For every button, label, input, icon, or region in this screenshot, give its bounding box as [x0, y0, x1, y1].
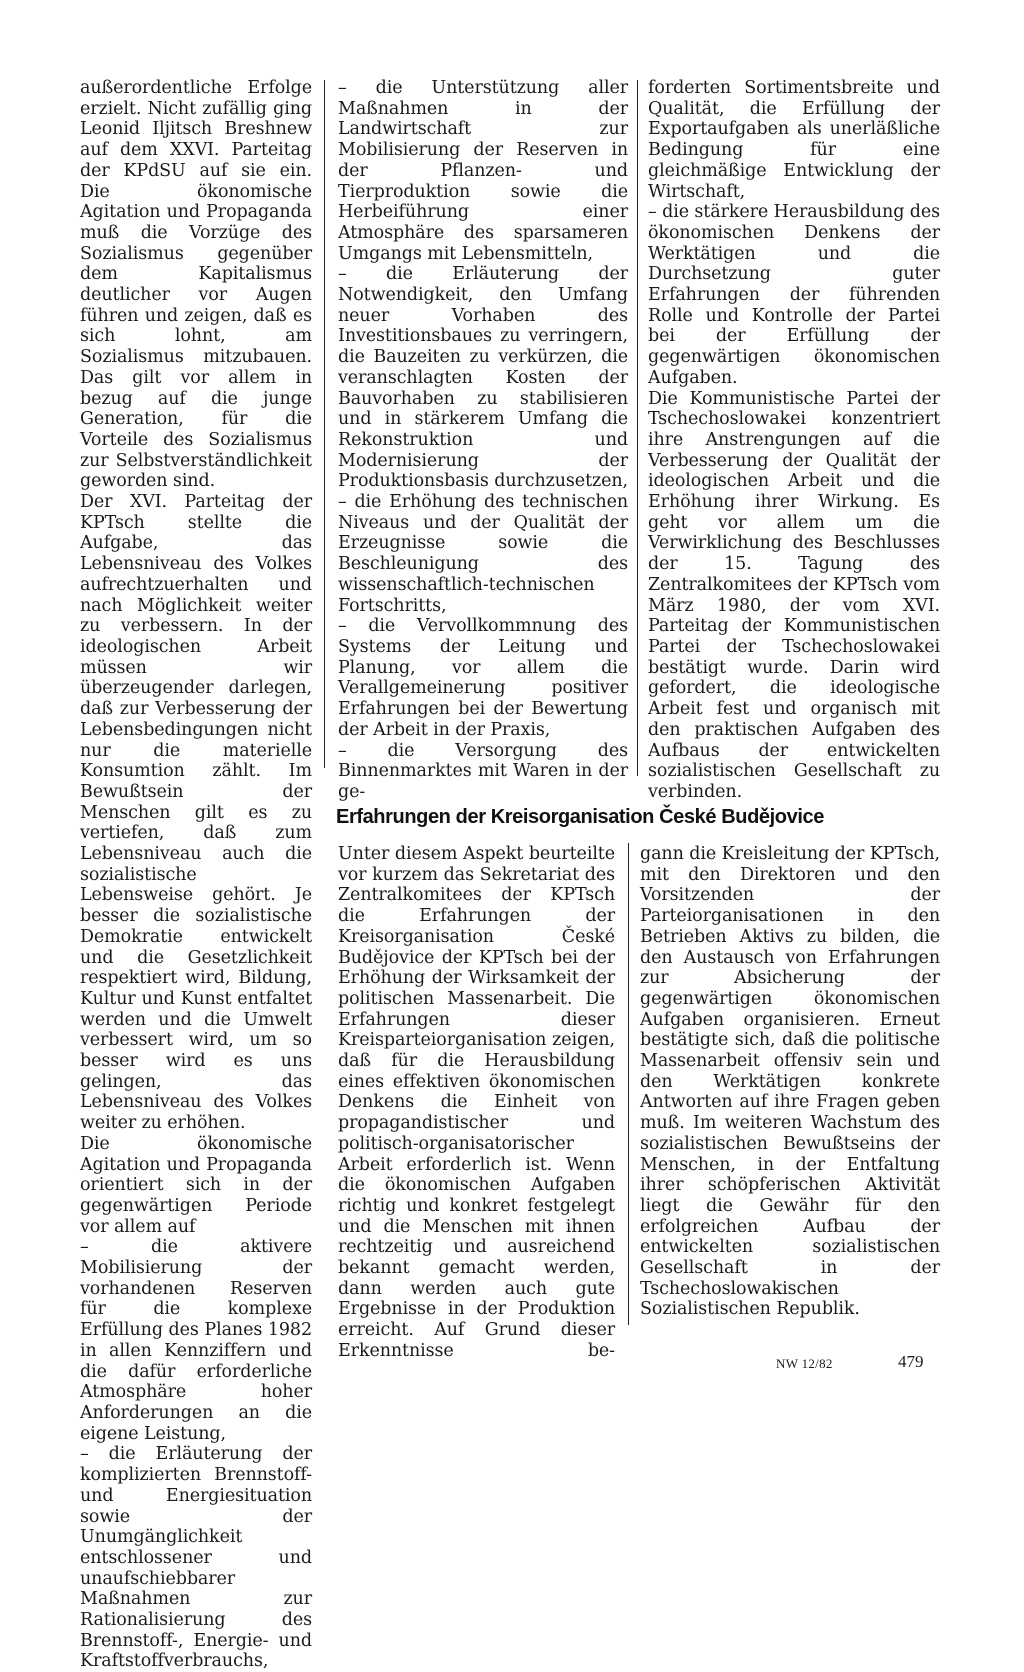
- column-divider: [324, 80, 325, 768]
- section-heading: Erfahrungen der Kreisorganisation České Budějovice: [336, 806, 824, 828]
- paragraph-lebensniveau-intro: außerordentliche Erfolge erzielt. Nicht zufällig ging Leonid Iljitsch Breshnew auf dem XXVI. Parteitag der KPdSU auf sie ein. Die ökonomische Agitation und Propaganda muß die Vorzüge des Sozialismus gegenüber dem Kapitalismus deutlicher vor Augen führen und zeigen, daß es sich lohnt, am Sozialismus mitzubauen. Das gilt vor allem in bezug auf die junge Generation, für die Vorteile des Sozialismus zur Selbstverständlichkeit geworden sind.: [80, 78, 312, 492]
- paragraph-kreisleitung: gann die Kreisleitung der KPTsch, mit den Direktoren und den Vorsitzenden der Parteiorganisationen in den Betrieben Aktivs zu bilden, die den Austausch von Erfahrungen zur Absicherung der gegenwärtigen ökonomischen Aufgaben organisieren. Erneut bestätigte sich, daß die politische Massenarbeit offensiv sein und den Werktätigen konkrete Antworten auf ihre Fragen geben muß. Im weiteren Wachstum des sozialistischen Bewußtseins der Menschen, in der Entfaltung ihrer schöpferischen Aktivität liegt die Gewähr für den erfolgreichen Aufbau der entwickelten sozialistischen Gesellschaft in der Tschechoslowakischen Sozialistischen Republik.: [640, 844, 940, 1320]
- text-column-5: [640, 844, 940, 1320]
- paragraph-parteitag-xvi: Der XVI. Parteitag der KPTsch stellte die Aufgabe, das Lebensniveau des Volkes aufrechtzuerhalten und nach Möglichkeit weiter zu verbessern. In der ideologischen Arbeit müssen wir überzeugender darlegen, daß zur Verbesserung der Lebensbedingungen nicht nur die materielle Konsumtion zählt. Im Bewußtsein der Menschen gilt es zu vertiefen, daß zum Lebensniveau auch die sozialistische Lebensweise gehört. Je besser die sozialistische Demokratie entwickelt und die Gesetzlichkeit respektiert wird, Bildung, Kultur und Kunst entfaltet werden und die Umwelt verbessert wird, um so besser wird es uns gelingen, das Lebensniveau des Volkes weiter zu erhöhen.: [80, 492, 312, 1134]
- list-item-oekonomisches-denken: – die stärkere Herausbildung des ökonomischen Denkens der Werktätigen und die Durchsetzung guter Erfahrungen der führenden Rolle und Kontrolle der Partei bei der Erfüllung der gegenwärtigen ökonomischen Aufgaben.: [648, 202, 941, 388]
- text-column-2: [338, 78, 628, 803]
- column-divider: [628, 843, 629, 1325]
- list-item-mobilisierung: – die aktivere Mobilisierung der vorhandenen Reserven für die komplexe Erfüllung des Planes 1982 in allen Kennziffern und die dafür erforderliche Atmosphäre hoher Anforderungen an die eigene Leistung,: [80, 1237, 312, 1444]
- list-item-binnenmarkt: – die Versorgung des Binnenmarktes mit Waren in der ge-: [338, 740, 628, 802]
- list-item-sortiment-continued: forderten Sortimentsbreite und Qualität, die Erfüllung der Exportaufgaben als unerläßliche Bedingung für eine gleichmäßige Entwicklung der Wirtschaft,: [648, 78, 940, 202]
- column-divider: [637, 80, 638, 776]
- list-item-leitung-planung: – die Vervollkommnung des Systems der Leitung und Planung, vor allem die Verallgemeinerung positiver Erfahrungen bei der Bewertung der Arbeit in der Praxis,: [338, 616, 628, 740]
- issue-reference: NW 12/82: [776, 1356, 833, 1371]
- text-column-1: [80, 78, 312, 1672]
- list-item-investitionsbau: – die Erläuterung der Notwendigkeit, den Umfang neuer Vorhaben des Investitionsbaues zu verringern, die Bauzeiten zu verkürzen, die veranschlagten Kosten der Bauvorhaben zu stabilisieren und in stärkerem Umfang die Rekonstruktion und Modernisierung der Produktionsbasis durchzusetzen,: [338, 264, 629, 492]
- list-item-landwirtschaft: – die Unterstützung aller Maßnahmen in der Landwirtschaft zur Mobilisierung der Reserven in der Pflanzen- und Tierproduktion sowie die Herbeiführung einer Atmosphäre des sparsameren Umgangs mit Lebensmitteln,: [338, 78, 628, 264]
- text-column-3: [648, 78, 940, 803]
- page-number: 479: [898, 1352, 924, 1371]
- paragraph-agitation-orientation: Die ökonomische Agitation und Propaganda orientiert sich in der gegenwärtigen Periode vor allem auf: [80, 1133, 312, 1237]
- list-item-brennstoff: – die Erläuterung der komplizierten Brennstoff- und Energiesituation sowie der Unumgänglichkeit entschlossener und unaufschiebbarer Maßnahmen zur Rationalisierung des Brennstoff-, Energie- und Kraftstoffverbrauchs,: [80, 1444, 312, 1672]
- paragraph-kpc-anstrengungen: Die Kommunistische Partei der Tschechoslowakei konzentriert ihre Anstrengungen auf die Verbesserung der Qualität der ideologischen Arbeit und die Erhöhung ihrer Wirkung. Es geht vor allem um die Verwirklichung des Beschlusses der 15. Tagung des Zentralkomitees der KPTsch vom März 1980, der vom XVI. Parteitag der Kommunistischen Partei der Tschechoslowakei bestätigt wurde. Darin wird gefordert, die ideologische Arbeit fest und organisch mit den praktischen Aufgaben des Aufbaus der entwickelten sozialistischen Gesellschaft zu verbinden.: [648, 388, 940, 802]
- text-column-4: [338, 844, 615, 1362]
- list-item-technisches-niveau: – die Erhöhung des technischen Niveaus und der Qualität der Erzeugnisse sowie die Beschleunigung des wissenschaftlich-technischen Fortschritts,: [338, 492, 628, 616]
- paragraph-sekretariat: Unter diesem Aspekt beurteilte vor kurzem das Sekretariat des Zentralkomitees der KPTsch die Erfahrungen der Kreisorganisation České Budějovice der KPTsch bei der Erhöhung der Wirksamkeit der politischen Massenarbeit. Die Erfahrungen dieser Kreisparteiorganisation zeigen, daß für die Herausbildung eines effektiven ökonomischen Denkens die Einheit von propagandistischer und politisch-organisatorischer Arbeit erforderlich ist. Wenn die ökonomischen Aufgaben richtig und konkret festgelegt und die Menschen mit ihnen rechtzeitig und ausreichend bekannt gemacht werden, dann werden auch gute Ergebnisse in der Produktion erreicht. Auf Grund dieser Erkenntnisse be-: [338, 844, 615, 1361]
